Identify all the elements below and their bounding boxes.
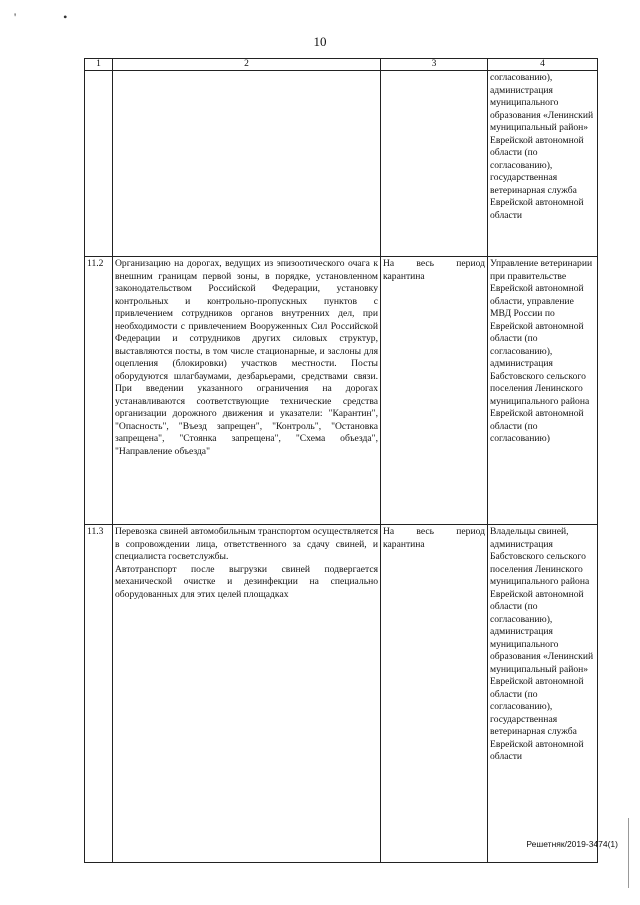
page-number: 10 bbox=[313, 34, 327, 49]
header-col-1: 1 bbox=[85, 59, 113, 71]
row-action bbox=[113, 71, 381, 257]
action-paragraph: Перевозка свиней автомобильным транспортом осуществляется в сопровождении лица, ответственного за сдачу свиней, и специалиста госветслужбы. bbox=[115, 526, 378, 562]
binding-line bbox=[628, 818, 629, 888]
row-period: На весь период карантина bbox=[381, 257, 488, 525]
measures-table bbox=[84, 58, 598, 863]
header-col-4: 4 bbox=[488, 59, 598, 71]
row-action bbox=[113, 257, 381, 525]
corner-marks: ' • bbox=[14, 10, 90, 24]
table-row bbox=[85, 257, 598, 525]
table-header-row bbox=[85, 59, 598, 71]
table-row bbox=[85, 525, 598, 863]
row-responsible: Владельцы свиней, администрация Бабстовского сельского поселения Ленинского муниципального района Еврейской автономной области (по согласованию), администрация муниципального образования «Ленинский муниципальный район» Еврейской автономной области (по согласованию), государственная ветеринарная служба Еврейской автономной области bbox=[488, 525, 598, 863]
row-number: 11.3 bbox=[85, 525, 113, 863]
row-responsible: согласованию), администрация муниципального образования «Ленинский муниципальный район» Еврейской автономной области (по согласованию), государственная ветеринарная служба Еврейской автономной области bbox=[488, 71, 598, 257]
document-footer-code: Решетняк/2019-3474(1) bbox=[526, 839, 618, 849]
header-col-2: 2 bbox=[113, 59, 381, 71]
action-paragraph: Автотранспорт после выгрузки свиней подвергается механической очистке и дезинфекции на специально оборудованных для этих целей площадках bbox=[115, 563, 378, 600]
row-period bbox=[381, 71, 488, 257]
row-responsible: Управление ветеринарии при правительстве Еврейской автономной области, управление МВД России по Еврейской автономной области (по согласованию), администрация Бабстовского сельского поселения Ленинского муниципального района Еврейской автономной области (по согласованию) bbox=[488, 257, 598, 525]
row-period: На весь период карантина bbox=[381, 525, 488, 863]
header-col-3: 3 bbox=[381, 59, 488, 71]
row-action bbox=[113, 525, 381, 863]
table-row bbox=[85, 71, 598, 257]
row-number: 11.2 bbox=[85, 257, 113, 525]
row-number bbox=[85, 71, 113, 257]
action-paragraph: Организацию на дорогах, ведущих из эпизоотического очага к внешним границам первой зоны, в порядке, установленном законодательством Российской Федерации, установку контрольных и контрольно-пропускных пунктов с привлечением сотрудников органов внутренних дел, при необходимости с привлечением Вооруженных Сил Российской Федерации и сотрудников других силовых структур, выставляются посты, в том числе стационарные, и заслоны для оцепления (блокировки) участков местности. Посты оборудуются шлагбаумами, дезбарьерами, средствами связи. При введении указанного ограничения на дорогах устанавливаются соответствующие технические средства организации дорожного движения и указатели: "Карантин", "Опасность", "Въезд запрещен", "Контроль", "Остановка запрещена", "Стоянка запрещена", "Схема объезда", "Направление объезда" bbox=[115, 258, 378, 457]
